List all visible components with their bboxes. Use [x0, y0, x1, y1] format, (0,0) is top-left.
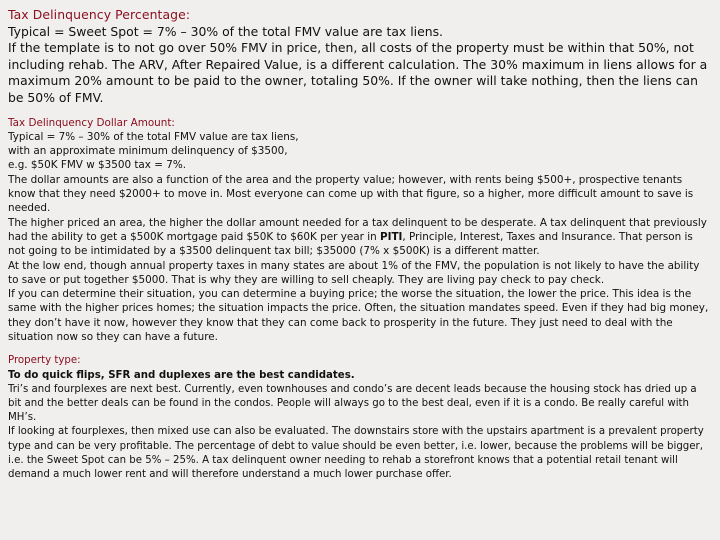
paragraph: If the template is to not go over 50% FMV in price, then, all costs of the property must be within that 50%, not including rehab. The ARV, After Repaired Value, is a different calculation. The 30% maximum in liens allows for a maximum 20% amount to be paid to the owner, totaling 50%. If the owner will take nothing, then the liens can be 50% of FMV. [8, 40, 708, 105]
paragraph: with an approximate minimum delinquency of $3500, [8, 145, 288, 158]
piti-term: PITI [379, 230, 403, 243]
section-heading: Property type: [8, 355, 81, 367]
paragraph: The dollar amounts are also a function of the area and the property value; however, with rents being $500+, prospective tenants know that they need $2000+ to move in. Most everyone can come up with that figure, so a higher, more difficult amount to save is needed. [8, 173, 694, 215]
paragraph: Typical = 7% – 30% of the total FMV value are tax liens, [8, 130, 299, 143]
tax-delinquency-percentage-section [8, 7, 712, 107]
paragraph-text: , Principle, Interest, Taxes and Insurance. That person is not going to be intimidated by a $3500 delinquent tax bill; $35000 (7% x $500K) is a different matter. [8, 230, 693, 258]
paragraph [8, 216, 712, 259]
paragraph: If looking at fourplexes, then mixed use can also be evaluated. The downstairs store with the upstairs apartment is a prevalent property type and can be very profitable. The percentage of debt to value should be even better, i.e. lower, because the problems will be bigger, i.e. the Sweet Spot can be 5% – 25%. A tax delinquent owner needing to rehab a storefront knows that a potential retail tenant will demand a much lower rent and will therefore understand a much lower purchase offer. [8, 426, 704, 480]
paragraph: At the low end, though annual property taxes in many states are about 1% of the FMV, the population is not likely to have the ability to save or put together $5000. That is why they are willing to sell cheaply. They are living pay check to pay check. [8, 259, 700, 286]
paragraph-text: The higher priced an area, the higher the dollar amount needed for a tax delinquent to be desperate. A tax delinquent that previously had the ability to get a $500K mortgage paid $50K to $60K per year in [8, 216, 707, 243]
paragraph: Tri’s and fourplexes are next best. Currently, even townhouses and condo’s are decent leads because the housing stock has dried up a bit and the better deals can be found in the condos. People will always go to the best deal, even if it is a condo. Be really careful with MH’s. [8, 383, 697, 424]
property-type-section [8, 354, 712, 482]
paragraph: e.g. $50K FMV w $3500 tax = 7%. [8, 159, 187, 172]
tax-delinquency-dollar-amount-section [8, 116, 712, 345]
section-heading: Tax Delinquency Percentage: [8, 7, 191, 22]
paragraph: To do quick flips, SFR and duplexes are the best candidates. [8, 369, 355, 381]
section-heading: Tax Delinquency Dollar Amount: [8, 116, 175, 129]
paragraph: If you can determine their situation, you can determine a buying price; the worse the situation, the lower the price. This idea is the same with the higher prices homes; the situation impacts the price. Often, the situation mandates speed. Even if they had big money, they don’t have it now, however they know that they can come back to prosperity in the future. They just need to deal with the situation now so they can have a future. [8, 288, 709, 344]
paragraph: Typical = Sweet Spot = 7% – 30% of the total FMV value are tax liens. [8, 23, 443, 39]
